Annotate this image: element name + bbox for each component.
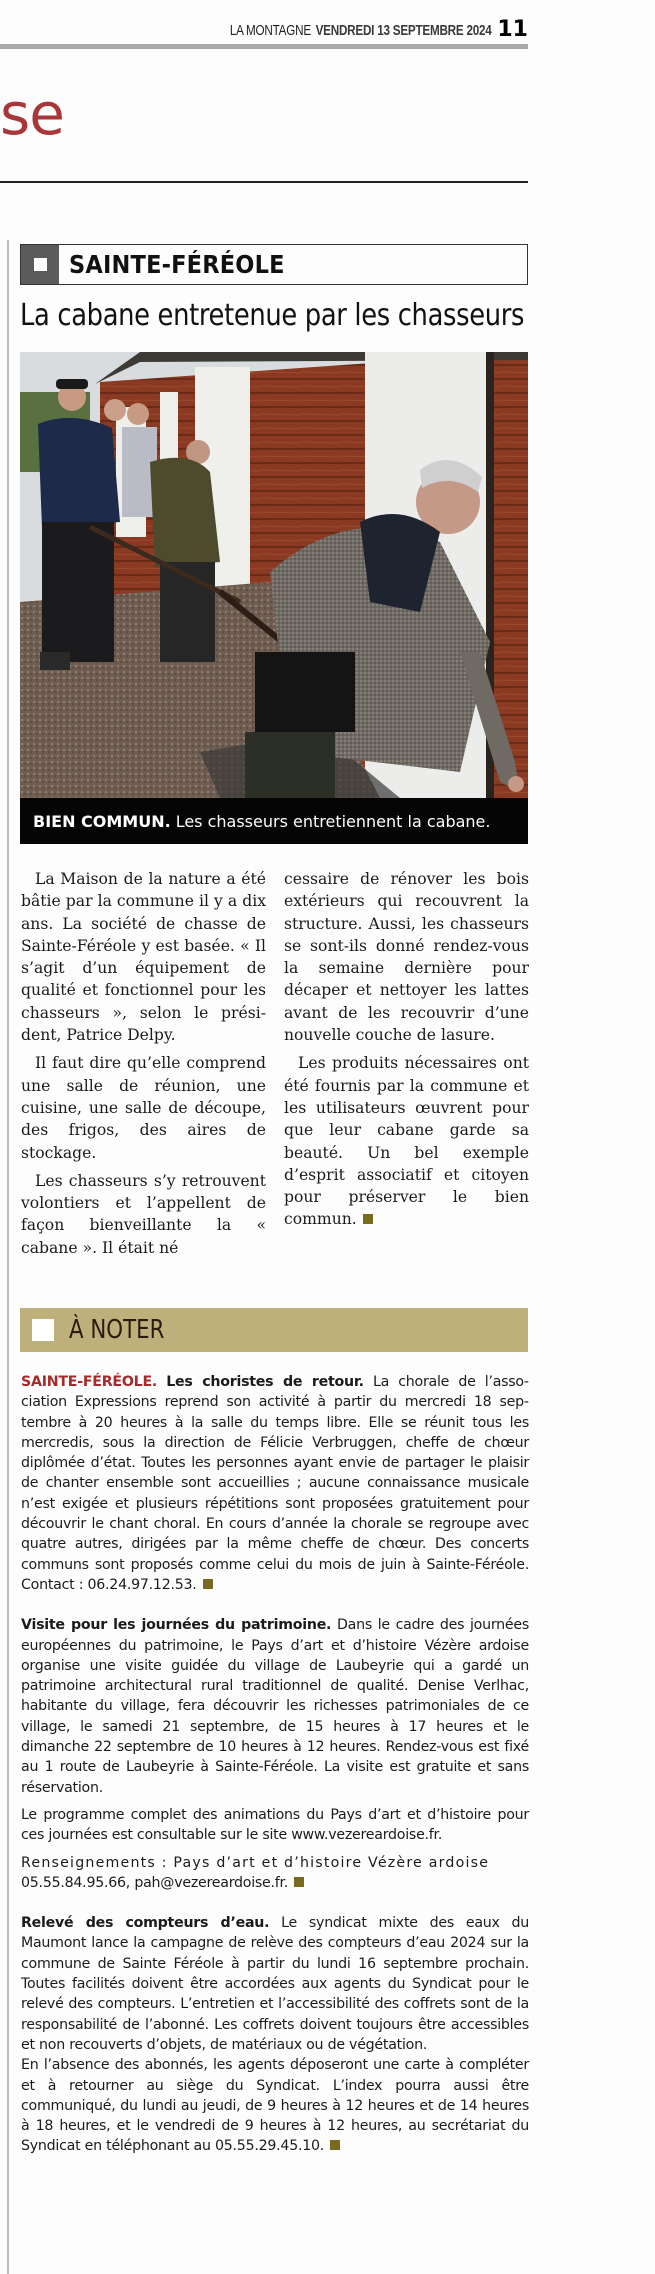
note-info — [21, 1853, 529, 1894]
notes-list — [21, 1372, 529, 2164]
note-item-water — [21, 1913, 529, 2055]
photo-caption — [20, 798, 528, 844]
note-body: La chorale de l’association Expressions reprend son activité à partir du mercredi 18 septembre à 20 heures à la salle du temps libre. Elle se réunit tous les mercredis, sous la direction de Félicie Verbruggen, cheffe de chœur diplômée d’état. Toutes les personnes ayant envie de partager le plaisir de chanter ensemble sont accueillies ; aucune connaissance musicale n’est exigée et plusieurs répétitions sont proposées gratuitement pour découvrir le chant choral. En cours d’année la chorale se regroupe avec quatre autres, dirigées par la même cheffe de chœur. Des concerts communs sont proposés comme celui du mois de juin à Sainte-Féréole. Contact : 06.24.97.12.53. — [21, 1374, 529, 1593]
note-body: Dans le cadre des journées européennes du patrimoine, le Pays d’art et d’histoire Vézère ardoise organise une visite guidée du village de Laubeyrie qui a gardé un patrimoine architectural rural traditionnel de qualité. Denise Verlhac, habitante du village, fera découvrir les richesses patrimoniales de ce village, le samedi 21 septembre, de 15 heures à 17 heures et le dimanche 22 septembre de 10 heures à 12 heures. Rendez-vous est fixé au 1 route de Laubeyrie à Sainte-Féréole. La visite est gratuite et sans réservation. — [21, 1617, 529, 1796]
article-paragraph: Les chasseurs s’y retrouvent volontiers et l’appellent de façon bienveillante la « cabane ». Il était né — [21, 1171, 266, 1257]
note-title: Relevé des compteurs d’eau. — [21, 1915, 270, 1932]
square-bullet-icon — [32, 1319, 54, 1341]
note-extra-text: Le programme complet des animations du Pays d’art et d’histoire pour ces journées est consultable sur le site www.vezereardoise.fr. — [21, 1806, 529, 1844]
article-column-2 — [284, 868, 529, 1265]
notes-section-header — [20, 1308, 528, 1352]
note-item-heritage — [21, 1615, 529, 1798]
caption-lead: BIEN COMMUN. — [33, 811, 171, 831]
note-contact: 05.55.84.95.66, pah@vezereardoise.fr. — [21, 1874, 289, 1891]
end-mark-icon — [294, 1877, 304, 1887]
column-rule — [7, 240, 9, 2274]
note-extra — [21, 1805, 529, 1846]
note-body-2: En l’absence des abonnés, les agents déposeront une carte à compléter et à retourner au siège du Syndicat. L’index pourra aussi être communiqué, du lundi au jeudi, de 9 heures à 12 heures et de 14 heures à 18 heures, et le vendredi de 9 heures à 12 heures, au secrétariat du Syndicat en téléphonant au 05.55.29.45.10. — [21, 2057, 529, 2155]
publication-name: LA MONTAGNE — [230, 22, 312, 39]
notes-section-label: À NOTER — [69, 1315, 165, 1345]
note-title: Les choristes de retour. — [166, 1374, 364, 1390]
folio-rule — [0, 44, 528, 49]
square-bullet-icon — [21, 245, 59, 284]
article-kicker — [20, 244, 528, 285]
page-number: 11 — [497, 17, 528, 42]
photo-illustration — [20, 352, 528, 798]
article-paragraph — [284, 1052, 529, 1230]
page-folio — [0, 18, 528, 44]
note-body: Le syndicat mixte des eaux du Maumont lance la campagne de relève des compteurs d’eau 2024 sur la commune de Sainte Féréole à partir du lundi 16 septembre prochain. Toutes facilités doivent être accordées aux agents du Syndicat pour le relevé des compteurs. L’entretien et l’accessibilité des coffrets sont de la responsabilité de l’abonné. Les coffrets doivent toujours être accessibles et non recouverts d’objets, de matériaux ou de végétation. — [21, 1915, 530, 2053]
article-body — [21, 868, 529, 1265]
kicker-label: SAINTE-FÉRÉOLE — [69, 250, 285, 279]
folio-text — [230, 22, 492, 39]
end-mark-icon — [363, 1214, 373, 1224]
end-mark-icon — [203, 1579, 213, 1589]
article-paragraph: Il faut dire qu’elle comprend une salle de réunion, une cuisine, une salle de découpe, des frigos, des aires de stockage. — [21, 1054, 266, 1162]
article-paragraph: cessaire de rénover les bois extérieurs qui recouvrent la structure. Aussi, les chasseurs se sont-ils donné rendez-vous la semaine dernière pour décaper et nettoyer les lattes avant de les recouvrir d’une nouvelle couche de lasure. — [284, 870, 529, 1045]
caption-text: Les chasseurs entretiennent la cabane. — [175, 811, 491, 831]
article-paragraph: La Maison de la nature a été bâtie par la commune il y a dix ans. La société de chasse de Sainte-Féréole y est basée. « Il s’agit d’un équipement de qualité et fonctionnel pour les chasseurs », selon le président, Patrice Delpy. — [21, 870, 266, 1045]
article-photo — [20, 352, 528, 798]
note-info-text: Renseignements : Pays d’art et d’histoire Vézère ardoise — [21, 1854, 490, 1871]
article-headline: La cabane entretenue par les chasseurs — [20, 298, 525, 333]
end-mark-icon — [330, 2140, 340, 2150]
rubric-rule — [0, 181, 528, 183]
section-rubric: se — [0, 80, 64, 148]
article-paragraph-text: Les produits nécessaires ont été fournis par la commune et les utilisateurs œuvrent pour que leur cabane garde sa beauté. Un bel exemple d’esprit associatif et citoyen pour préserver le bien commun. — [284, 1054, 529, 1229]
note-body-continued — [21, 2055, 529, 2156]
note-location: SAINTE-FÉRÉOLE. — [21, 1374, 158, 1390]
publication-date: VENDREDI 13 SEPTEMBRE 2024 — [316, 22, 492, 39]
article-column-1 — [21, 868, 266, 1265]
note-title: Visite pour les journées du patrimoine. — [21, 1617, 332, 1634]
note-item-choir — [21, 1372, 529, 1595]
